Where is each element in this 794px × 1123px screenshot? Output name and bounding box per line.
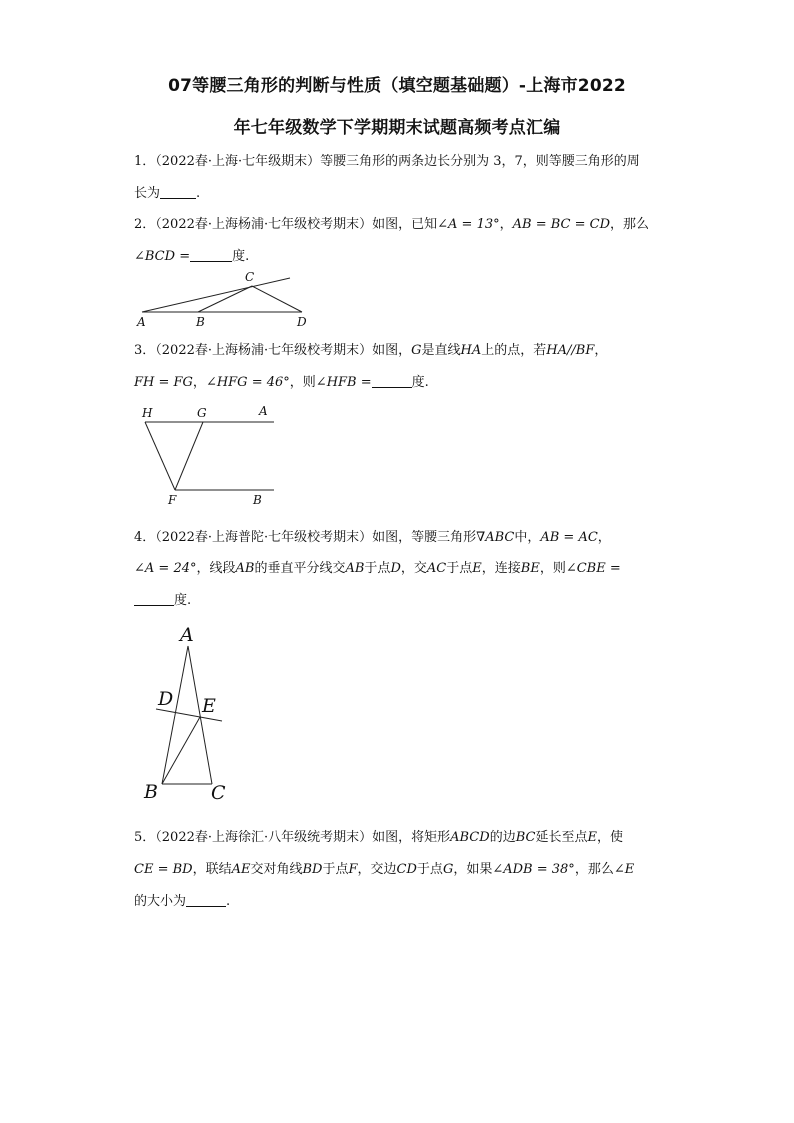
q3-cond-equal: FH = FG <box>134 375 193 390</box>
q3-point-g: G <box>411 343 422 358</box>
q4-text-a: ，线段 <box>196 561 236 576</box>
q3-figure <box>138 402 278 510</box>
q3-label-b: B <box>253 493 262 507</box>
q3-line2 <box>134 371 429 390</box>
q4-label-a: A <box>180 624 194 646</box>
q4-answer-blank[interactable] <box>134 593 174 606</box>
q4-figure <box>140 622 240 804</box>
q5-rect: ABCD <box>450 830 490 845</box>
q4-text-e: 于点 <box>446 561 473 576</box>
q5-seg-bc: BC <box>515 830 536 845</box>
q4-seg-ab2: AB <box>345 561 365 576</box>
q3-ask: ∠HFB = <box>315 375 372 390</box>
q4-line1 <box>134 526 611 545</box>
q4-segment-be <box>162 717 200 784</box>
q2-figure <box>130 265 307 335</box>
q3-label-a: A <box>259 404 268 418</box>
q2-cond-angle: ∠A = 13° <box>437 217 500 232</box>
q2-ray-ac <box>142 278 290 312</box>
q4-text-f: ，连接 <box>481 561 521 576</box>
q5-point-g: G <box>442 862 454 877</box>
q4-cond-angle: ∠A = 24° <box>134 561 197 576</box>
q4-point-e: E <box>472 561 482 576</box>
q5-point-f: F <box>348 862 358 877</box>
q1-answer-blank[interactable] <box>160 186 196 199</box>
q5-text-a: ，联结 <box>192 862 232 877</box>
q5-text-pre: 5．（2022春·上海徐汇·八年级统考期末）如图，将矩形 <box>134 830 451 845</box>
q4-text-mid: 中， <box>514 530 541 545</box>
q2-segment-bc <box>198 286 252 312</box>
q5-text-pre3: 的大小为 <box>134 894 187 909</box>
q3-text-mid: 是直线 <box>421 343 461 358</box>
q5-text-b: 交对角线 <box>250 862 303 877</box>
q3-label-g: G <box>197 406 207 420</box>
q2-line2 <box>134 245 249 264</box>
q4-text-g: ，则 <box>539 561 566 576</box>
q5-line1 <box>134 826 623 845</box>
q4-triangle: ∇ABC <box>476 530 515 545</box>
q4-text-post3: 度. <box>174 593 192 608</box>
q5-text-g: ，那么 <box>574 862 614 877</box>
q5-text-post: ，使 <box>596 830 623 845</box>
q3-text-post2: 度. <box>411 375 429 390</box>
q2-text-post2: 度. <box>232 249 250 264</box>
q2-label-a: A <box>137 315 146 329</box>
q1-text-post: . <box>196 186 201 201</box>
q5-text-e: 于点 <box>416 862 443 877</box>
q5-cond: CE = BD <box>134 862 193 877</box>
q5-text-f: ，如果 <box>453 862 493 877</box>
q4-text-b: 的垂直平分线交 <box>254 561 346 576</box>
q5-text-post3: . <box>226 894 231 909</box>
q3-label-f: F <box>168 493 177 507</box>
q2-answer-blank[interactable] <box>190 249 232 262</box>
q5-text-mid: 的边 <box>489 830 516 845</box>
q4-point-d: D <box>390 561 401 576</box>
q2-cond-sides: AB = BC = CD <box>512 217 610 232</box>
q5-seg-cd: CD <box>396 862 417 877</box>
page-title-line2: 年七年级数学下学期期末试题高频考点汇编 <box>233 118 561 138</box>
q2-label-c: C <box>245 270 255 284</box>
q4-label-c: C <box>211 782 226 804</box>
q3-cond-parallel: HA//BF <box>546 343 595 358</box>
q5-seg-bd: BD <box>302 862 323 877</box>
q2-line1 <box>134 213 649 232</box>
q3-text-pre: 3．（2022春·上海杨浦·七年级校考期末）如图， <box>134 343 412 358</box>
q5-point-e: E <box>587 830 597 845</box>
q3-cond-angle: ∠HFG = 46° <box>205 375 290 390</box>
q2-label-b: B <box>196 315 205 329</box>
q3-answer-blank[interactable] <box>372 375 412 388</box>
q2-ask: ∠BCD = <box>134 249 191 264</box>
q1-text-pre: 长为 <box>134 186 161 201</box>
q4-seg-ab: AB <box>235 561 255 576</box>
q1-line2 <box>134 182 200 201</box>
q4-side-ab <box>162 646 188 784</box>
q3-text-post: ， <box>594 343 608 358</box>
q5-cond-angle: ∠ADB = 38° <box>492 862 575 877</box>
q5-answer-blank[interactable] <box>186 894 226 907</box>
q4-seg-be: BE <box>520 561 540 576</box>
q5-text-mid2: 延长至点 <box>535 830 588 845</box>
q5-text-c: 于点 <box>322 862 349 877</box>
q2-segment-cd <box>252 286 302 312</box>
page-title-line1: 07等腰三角形的判断与性质（填空题基础题）-上海市2022 <box>168 76 626 96</box>
q4-cond-sides: AB = AC <box>540 530 598 545</box>
q2-label-d: D <box>297 315 307 329</box>
q3-segment-fh <box>145 422 175 490</box>
q5-line3 <box>134 890 230 909</box>
q5-ask: ∠E <box>613 862 635 877</box>
q4-ask: ∠CBE = <box>565 561 621 576</box>
q2-sep: ， <box>499 217 513 232</box>
q3-segment-fg <box>175 422 203 490</box>
q5-text-d: ，交边 <box>357 862 397 877</box>
q3-sep: ， <box>192 375 206 390</box>
q3-label-h: H <box>142 406 153 420</box>
q4-text-post: ， <box>597 530 611 545</box>
q4-text-pre: 4．（2022春·上海普陀·七年级校考期末）如图，等腰三角形 <box>134 530 477 545</box>
q3-line1 <box>134 339 607 358</box>
q4-label-b: B <box>144 781 158 803</box>
q4-line3 <box>134 589 191 608</box>
q2-text-post: ，那么 <box>610 217 650 232</box>
q4-seg-ac: AC <box>426 561 447 576</box>
q4-text-c: 于点 <box>364 561 391 576</box>
q4-line2 <box>134 557 621 576</box>
q4-label-d: D <box>158 688 174 710</box>
q5-seg-ae: AE <box>231 862 251 877</box>
q4-text-d: ，交 <box>400 561 427 576</box>
q4-label-e: E <box>202 695 216 717</box>
q3-line-ha: HA <box>460 343 482 358</box>
q3-text-mid2: 上的点，若 <box>481 343 547 358</box>
q3-text-mid3: ，则 <box>289 375 316 390</box>
q1-line1: 1．（2022春·上海·七年级期末）等腰三角形的两条边长分别为 3，7，则等腰三角形的周 <box>134 154 640 169</box>
q5-line2 <box>134 858 634 877</box>
q2-text-pre: 2．（2022春·上海杨浦·七年级校考期末）如图，已知 <box>134 217 438 232</box>
